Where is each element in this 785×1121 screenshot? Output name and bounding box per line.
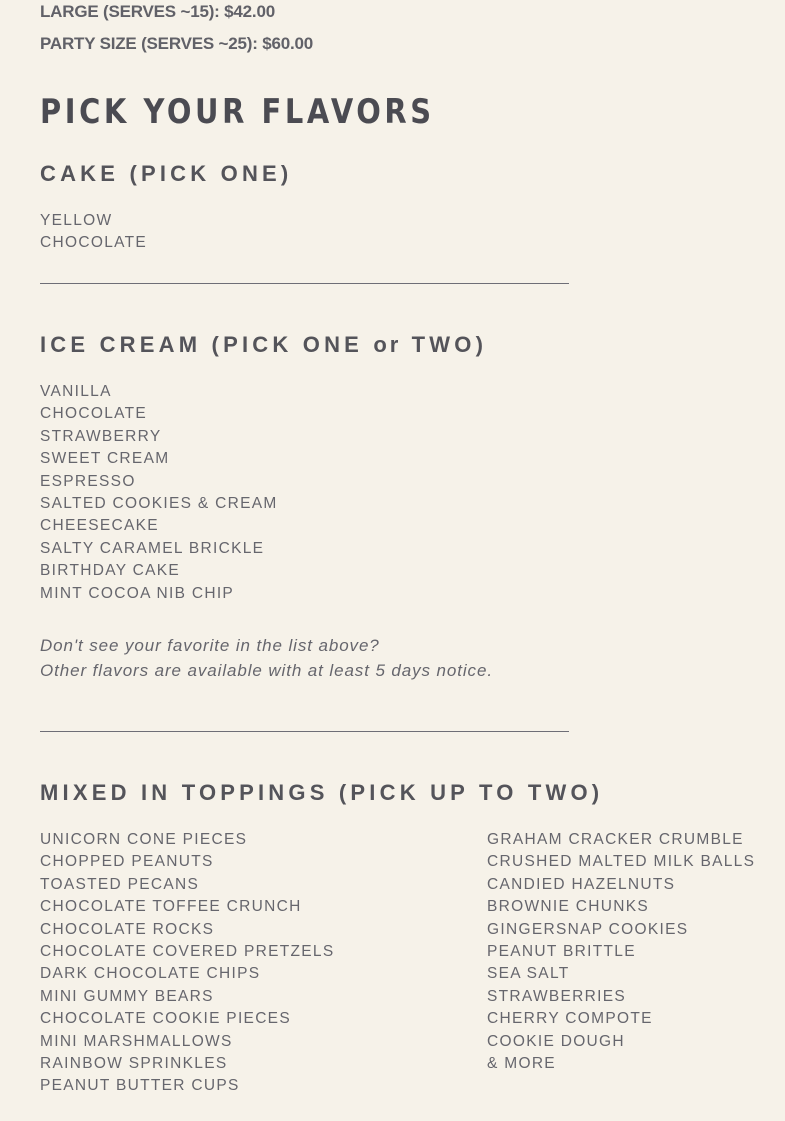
ice-cream-heading-tail: TWO) <box>401 332 488 357</box>
section-divider <box>40 731 569 732</box>
list-item: RAINBOW SPRINKLES <box>40 1054 228 1072</box>
list-item: SALTY CARAMEL BRICKLE <box>40 539 265 557</box>
toppings-list-right <box>487 829 755 1075</box>
toppings-list-left <box>40 829 334 1098</box>
list-item: MINT COCOA NIB CHIP <box>40 584 235 602</box>
list-item: DARK CHOCOLATE CHIPS <box>40 965 261 983</box>
list-item: STRAWBERRIES <box>487 987 627 1005</box>
list-item: SEA SALT <box>487 965 570 983</box>
list-item: CHERRY COMPOTE <box>487 1010 653 1028</box>
ice-cream-heading <box>40 332 487 358</box>
list-item: CHOCOLATE COVERED PRETZELS <box>40 942 335 960</box>
note-line: Other flavors are available with at least 5 days notice. <box>40 661 493 680</box>
list-item: ESPRESSO <box>40 472 136 490</box>
list-item: STRAWBERRY <box>40 427 162 445</box>
list-item: TOASTED PECANS <box>40 875 200 893</box>
list-item: VANILLA <box>40 383 112 400</box>
list-item: BROWNIE CHUNKS <box>487 898 650 916</box>
size-price-large: LARGE (SERVES ~15): $42.00 <box>40 2 275 21</box>
list-item: PEANUT BRITTLE <box>487 942 636 960</box>
list-item: UNICORN CONE PIECES <box>40 831 248 848</box>
note-line: Don't see your favorite in the list above? <box>40 636 380 655</box>
list-item: BIRTHDAY CAKE <box>40 562 181 580</box>
list-item: CHEESECAKE <box>40 517 159 535</box>
list-item: CHOCOLATE TOFFEE CRUNCH <box>40 898 302 916</box>
list-item: MINI GUMMY BEARS <box>40 987 214 1005</box>
list-item: PEANUT BUTTER CUPS <box>40 1077 240 1095</box>
other-flavors-note <box>40 633 493 683</box>
list-item: SWEET CREAM <box>40 450 170 468</box>
flavors-title: PICK YOUR FLAVORS <box>40 92 435 132</box>
list-item: CHOPPED PEANUTS <box>40 853 214 871</box>
list-item: GINGERSNAP COOKIES <box>487 920 689 938</box>
list-item: SALTED COOKIES & CREAM <box>40 494 278 512</box>
toppings-heading: MIXED IN TOPPINGS (PICK UP TO TWO) <box>40 780 604 805</box>
ice-cream-heading-main: ICE CREAM (PICK ONE <box>40 332 374 357</box>
size-price-party: PARTY SIZE (SERVES ~25): $60.00 <box>40 34 314 53</box>
cake-heading: CAKE (PICK ONE) <box>40 161 293 186</box>
list-item: CANDIED HAZELNUTS <box>487 875 676 893</box>
list-item: YELLOW <box>40 212 113 229</box>
list-item: CHOCOLATE <box>40 234 148 252</box>
list-item: CHOCOLATE COOKIE PIECES <box>40 1010 291 1028</box>
cake-list <box>40 210 147 255</box>
list-item: CRUSHED MALTED MILK BALLS <box>487 853 756 871</box>
list-item: CHOCOLATE ROCKS <box>40 920 215 938</box>
list-item: MINI MARSHMALLOWS <box>40 1032 233 1050</box>
list-item: CHOCOLATE <box>40 405 148 423</box>
list-item: GRAHAM CRACKER CRUMBLE <box>487 831 744 848</box>
section-divider <box>40 283 569 284</box>
list-item: & MORE <box>487 1054 556 1072</box>
list-item: COOKIE DOUGH <box>487 1032 625 1050</box>
ice-cream-heading-or: or <box>373 332 402 357</box>
ice-cream-list <box>40 381 278 605</box>
